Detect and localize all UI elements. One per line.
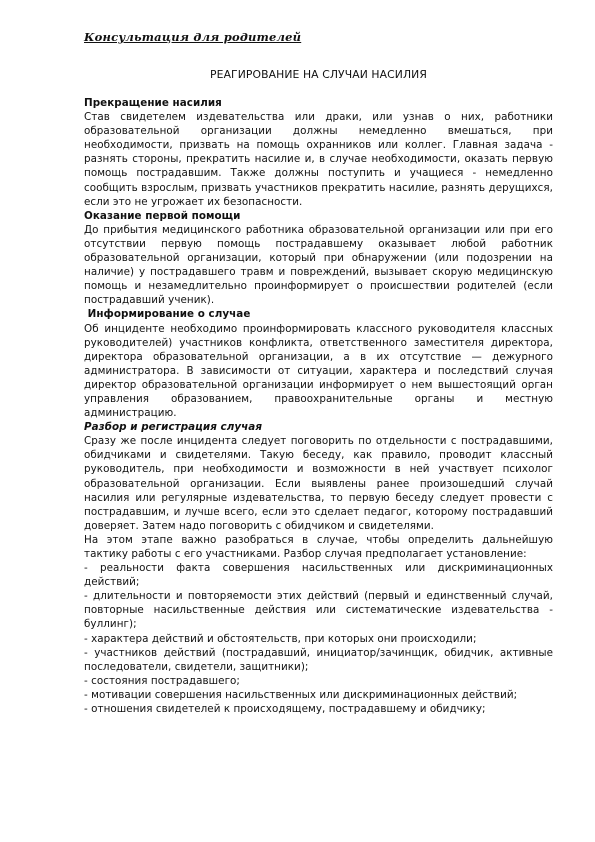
- document-title: РЕАГИРОВАНИЕ НА СЛУЧАИ НАСИЛИЯ: [210, 68, 427, 81]
- section-informing: [84, 307, 553, 420]
- list-item: - отношения свидетелей к происходящему, пострадавшему и обидчику;: [84, 703, 486, 716]
- section-heading: Разбор и регистрация случая: [84, 421, 263, 434]
- section-heading: Информирование о случае: [84, 308, 251, 321]
- document-body: [84, 96, 553, 716]
- section-stop-violence: [84, 96, 553, 209]
- section-paragraph: Сразу же после инцидента следует поговорить по отдельности с пострадавшими, обидчиками и свидетелями. Такую беседу, как правило, проводит классный руководитель, при необходимости и возможности в ней участвует психолог образовательной организации. Если выявлены ранее произошедший случай насилия или регулярные издевательства, то первую беседу следует провести с пострадавшим, и лучше всего, если это сделает педагог, которому пострадавший доверяет. Затем надо поговорить с обидчиком и свидетелями.: [84, 435, 553, 532]
- document-label: Консультация для родителей: [84, 30, 302, 44]
- section-heading: Прекращение насилия: [84, 97, 222, 109]
- list-item: - состояния пострадавшего;: [84, 674, 240, 687]
- list-item: - характера действий и обстоятельств, при которых они происходили;: [84, 632, 477, 645]
- list-item: - длительности и повторяемости этих действий (первый и единственный случай, повторные насильственные действия или систематические издевательства - буллинг);: [84, 590, 553, 631]
- section-first-aid: [84, 209, 553, 308]
- section-paragraph: На этом этапе важно разобраться в случае, чтобы определить дальнейшую тактику работы с его участниками. Разбор случая предполагает установление:: [84, 533, 553, 560]
- section-paragraph: Об инциденте необходимо проинформировать классного руководителя классных руководителей) участников конфликта, ответственного заместителя директора, директора образовательной организации, а в их отсутствие — дежурного администратора. В зависимости от ситуации, характера и последствий случая директор образовательной организации информирует о нем вышестоящий орган управления образованием, правоохранительные органы и местную администрацию.: [84, 322, 553, 420]
- list-item: - реальности факта совершения насильственных или дискриминационных действий;: [84, 562, 553, 589]
- section-paragraph: До прибытия медицинского работника образовательной организации или при его отсутствии первую помощь пострадавшему оказывает любой работник образовательной организации, который при обнаружении (или подозрении на наличие) у пострадавшего травм и повреждений, вызывает скорую медицинскую помощь и незамедлительно проинформирует о происшествии родителей (если пострадавший ученик).: [84, 223, 553, 307]
- section-heading: Оказание первой помощи: [84, 209, 241, 222]
- list-item: - участников действий (пострадавший, инициатор/зачинщик, обидчик, активные последователи, свидетели, защитники);: [84, 646, 553, 673]
- list-item: - мотивации совершения насильственных или дискриминационных действий;: [84, 688, 518, 701]
- section-analysis: [84, 420, 553, 716]
- section-paragraph: Став свидетелем издевательства или драки, или узнав о них, работники образовательной организации должны немедленно вмешаться, при необходимости, призвать на помощь охранников или коллег. Главная задача - разнять стороны, прекратить насилие и, в случае необходимости, оказать первую помощь пострадавшим. Также должны поступить и учащиеся - немедленно сообщить взрослым, призвать участников прекратить насилие, разнять дерущихся, если это не угрожает их безопасности.: [84, 111, 553, 208]
